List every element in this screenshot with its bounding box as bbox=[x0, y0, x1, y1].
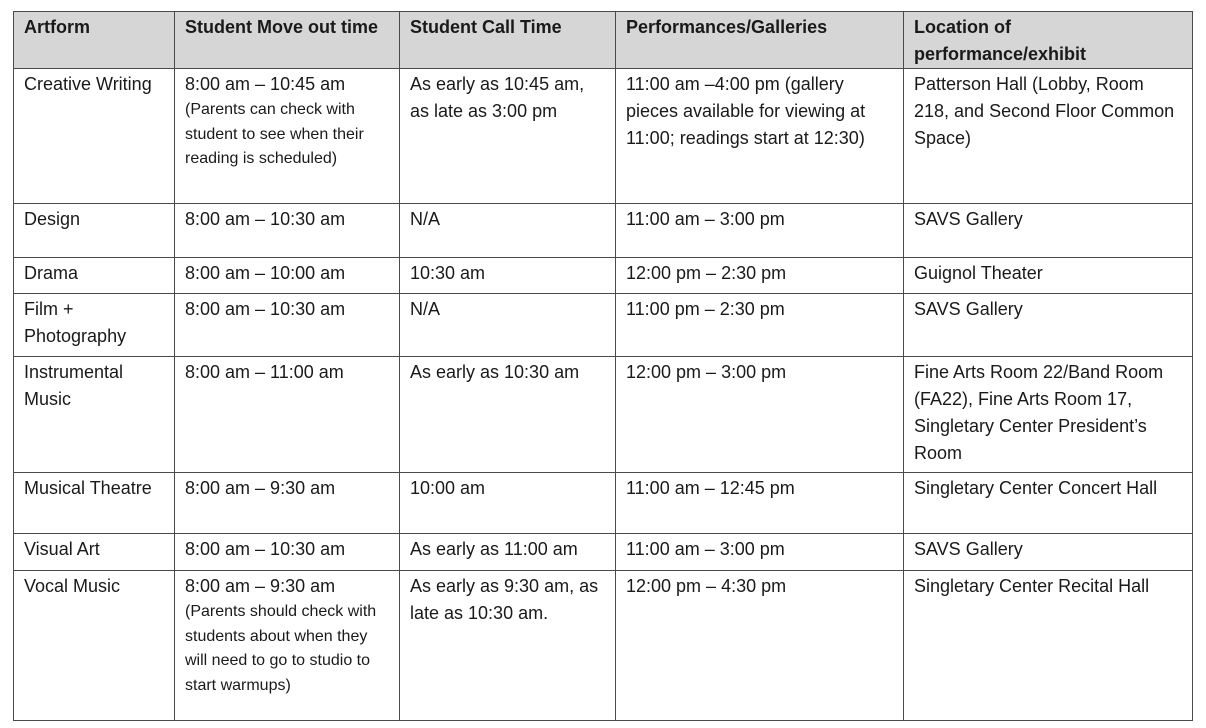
cell-performances: 12:00 pm – 4:30 pm bbox=[616, 571, 904, 721]
cell-move-out bbox=[175, 571, 400, 721]
cell-location: Singletary Center Concert Hall bbox=[904, 473, 1193, 534]
header-location: Location of performance/exhibit bbox=[904, 12, 1193, 69]
schedule-table bbox=[13, 11, 1193, 721]
cell-move-out: 8:00 am – 11:00 am bbox=[175, 357, 400, 473]
cell-artform: Design bbox=[14, 204, 175, 258]
cell-performances: 12:00 pm – 2:30 pm bbox=[616, 258, 904, 294]
cell-call-time: As early as 10:30 am bbox=[400, 357, 616, 473]
cell-call-time: N/A bbox=[400, 294, 616, 357]
cell-move-out: 8:00 am – 9:30 am bbox=[175, 473, 400, 534]
header-call-time: Student Call Time bbox=[400, 12, 616, 69]
cell-performances: 11:00 am – 3:00 pm bbox=[616, 534, 904, 571]
cell-call-time: As early as 11:00 am bbox=[400, 534, 616, 571]
cell-artform: Film + Photography bbox=[14, 294, 175, 357]
table-header bbox=[14, 12, 1193, 69]
cell-location: SAVS Gallery bbox=[904, 534, 1193, 571]
cell-move-out: 8:00 am – 10:00 am bbox=[175, 258, 400, 294]
table-body bbox=[14, 69, 1193, 721]
move-out-time: 8:00 am – 9:30 am bbox=[185, 576, 336, 596]
cell-performances: 11:00 am –4:00 pm (gallery pieces available for viewing at 11:00; readings start at 12:30) bbox=[616, 69, 904, 204]
cell-move-out: 8:00 am – 10:30 am bbox=[175, 534, 400, 571]
cell-call-time: As early as 9:30 am, as late as 10:30 am. bbox=[400, 571, 616, 721]
table-row bbox=[14, 357, 1193, 473]
cell-move-out: 8:00 am – 10:30 am bbox=[175, 294, 400, 357]
cell-performances: 11:00 am – 3:00 pm bbox=[616, 204, 904, 258]
move-out-time: 8:00 am – 10:45 am bbox=[185, 74, 346, 94]
table-row bbox=[14, 473, 1193, 534]
cell-performances: 11:00 am – 12:45 pm bbox=[616, 473, 904, 534]
header-artform: Artform bbox=[14, 12, 175, 69]
header-move-out-time: Student Move out time bbox=[175, 12, 400, 69]
cell-artform: Instrumental Music bbox=[14, 357, 175, 473]
cell-artform: Drama bbox=[14, 258, 175, 294]
table-row bbox=[14, 534, 1193, 571]
table-row bbox=[14, 69, 1193, 204]
cell-performances: 12:00 pm – 3:00 pm bbox=[616, 357, 904, 473]
table-row bbox=[14, 258, 1193, 294]
header-performances: Performances/Galleries bbox=[616, 12, 904, 69]
cell-location: Guignol Theater bbox=[904, 258, 1193, 294]
cell-call-time: 10:00 am bbox=[400, 473, 616, 534]
cell-location: SAVS Gallery bbox=[904, 294, 1193, 357]
cell-location: Patterson Hall (Lobby, Room 218, and Second Floor Common Space) bbox=[904, 69, 1193, 204]
cell-call-time: N/A bbox=[400, 204, 616, 258]
cell-artform: Musical Theatre bbox=[14, 473, 175, 534]
cell-call-time: 10:30 am bbox=[400, 258, 616, 294]
cell-location: SAVS Gallery bbox=[904, 204, 1193, 258]
header-row bbox=[14, 12, 1193, 69]
cell-artform: Creative Writing bbox=[14, 69, 175, 204]
cell-move-out: 8:00 am – 10:30 am bbox=[175, 204, 400, 258]
table-row bbox=[14, 571, 1193, 721]
cell-artform: Visual Art bbox=[14, 534, 175, 571]
cell-location: Singletary Center Recital Hall bbox=[904, 571, 1193, 721]
move-out-note: (Parents can check with student to see when their reading is scheduled) bbox=[185, 101, 364, 168]
cell-performances: 11:00 pm – 2:30 pm bbox=[616, 294, 904, 357]
cell-call-time: As early as 10:45 am, as late as 3:00 pm bbox=[400, 69, 616, 204]
cell-location: Fine Arts Room 22/Band Room (FA22), Fine Arts Room 17, Singletary Center President’s Room bbox=[904, 357, 1193, 473]
table-row bbox=[14, 204, 1193, 258]
table-row bbox=[14, 294, 1193, 357]
move-out-note: (Parents should check with students about when they will need to go to studio to start warmups) bbox=[185, 603, 377, 695]
cell-move-out bbox=[175, 69, 400, 204]
cell-artform: Vocal Music bbox=[14, 571, 175, 721]
